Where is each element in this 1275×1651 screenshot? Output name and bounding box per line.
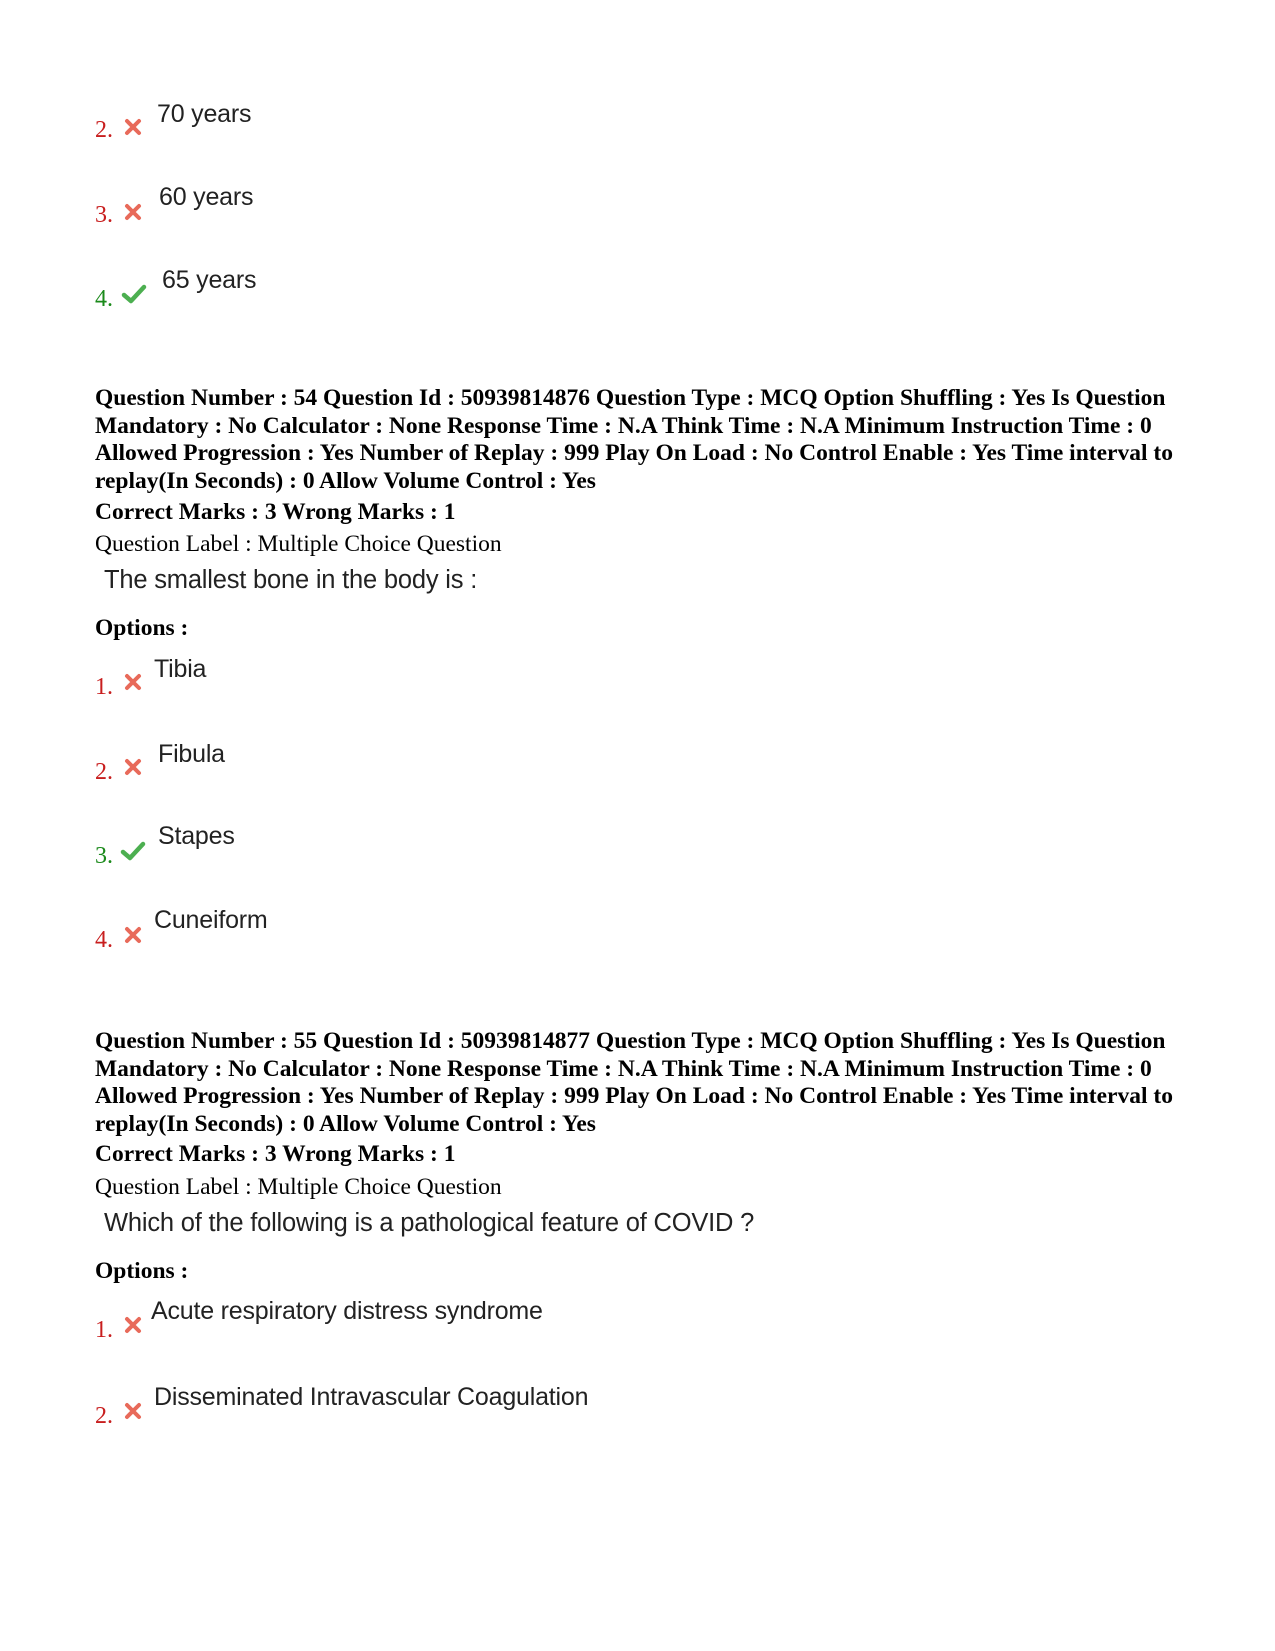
option-number: 1. — [95, 1317, 113, 1343]
option-row — [95, 1297, 795, 1357]
option-text: Stapes — [158, 822, 235, 850]
cross-icon — [122, 116, 144, 138]
option-number: 4. — [95, 927, 113, 953]
option-text: 70 years — [157, 100, 252, 128]
question-marks: Correct Marks : 3 Wrong Marks : 1 — [95, 1141, 456, 1167]
option-number: 4. — [95, 286, 113, 312]
question-label: Question Label : Multiple Choice Question — [95, 531, 502, 557]
cross-icon — [122, 201, 144, 223]
option-number: 2. — [95, 1403, 113, 1429]
option-row — [95, 1383, 795, 1443]
options-heading: Options : — [95, 615, 189, 641]
question-text: Which of the following is a pathological feature of COVID ? — [104, 1209, 755, 1237]
option-row — [95, 183, 795, 243]
option-text: 65 years — [162, 266, 257, 294]
option-row — [95, 906, 795, 966]
cross-icon — [122, 671, 144, 693]
cross-icon — [122, 756, 144, 778]
question-label: Question Label : Multiple Choice Question — [95, 1174, 502, 1200]
option-row — [95, 100, 795, 160]
check-icon — [120, 840, 146, 862]
option-text: Acute respiratory distress syndrome — [151, 1297, 543, 1325]
cross-icon — [122, 924, 144, 946]
option-number: 2. — [95, 759, 113, 785]
option-number: 3. — [95, 202, 113, 228]
options-heading: Options : — [95, 1258, 189, 1284]
question-text: The smallest bone in the body is : — [104, 566, 478, 594]
option-text: 60 years — [159, 183, 254, 211]
option-text: Fibula — [158, 740, 225, 768]
cross-icon — [122, 1400, 144, 1422]
option-row — [95, 822, 795, 882]
option-number: 3. — [95, 843, 113, 869]
option-text: Disseminated Intravascular Coagulation — [154, 1383, 589, 1411]
cross-icon — [122, 1314, 144, 1336]
option-text: Cuneiform — [154, 906, 268, 934]
option-row — [95, 266, 795, 326]
option-number: 1. — [95, 674, 113, 700]
option-row — [95, 655, 795, 715]
check-icon — [121, 283, 147, 305]
option-number: 2. — [95, 117, 113, 143]
option-row — [95, 740, 795, 800]
question-meta: Question Number : 55 Question Id : 50939814877 Question Type : MCQ Option Shuffling : Yes Is Question Mandatory : No Calculator : None Response Time : N.A Think Time : N.A Minimum Instruction Time : 0 Allowed Progression : Yes Number of Replay : 999 Play On Load : No Control Enable : Yes Time interval to replay(In Seconds) : 0 Allow Volume Control : Yes — [95, 1028, 1173, 1137]
question-marks: Correct Marks : 3 Wrong Marks : 1 — [95, 499, 456, 525]
question-meta: Question Number : 54 Question Id : 50939814876 Question Type : MCQ Option Shuffling : Yes Is Question Mandatory : No Calculator : None Response Time : N.A Think Time : N.A Minimum Instruction Time : 0 Allowed Progression : Yes Number of Replay : 999 Play On Load : No Control Enable : Yes Time interval to replay(In Seconds) : 0 Allow Volume Control : Yes — [95, 385, 1173, 494]
option-text: Tibia — [154, 655, 207, 683]
